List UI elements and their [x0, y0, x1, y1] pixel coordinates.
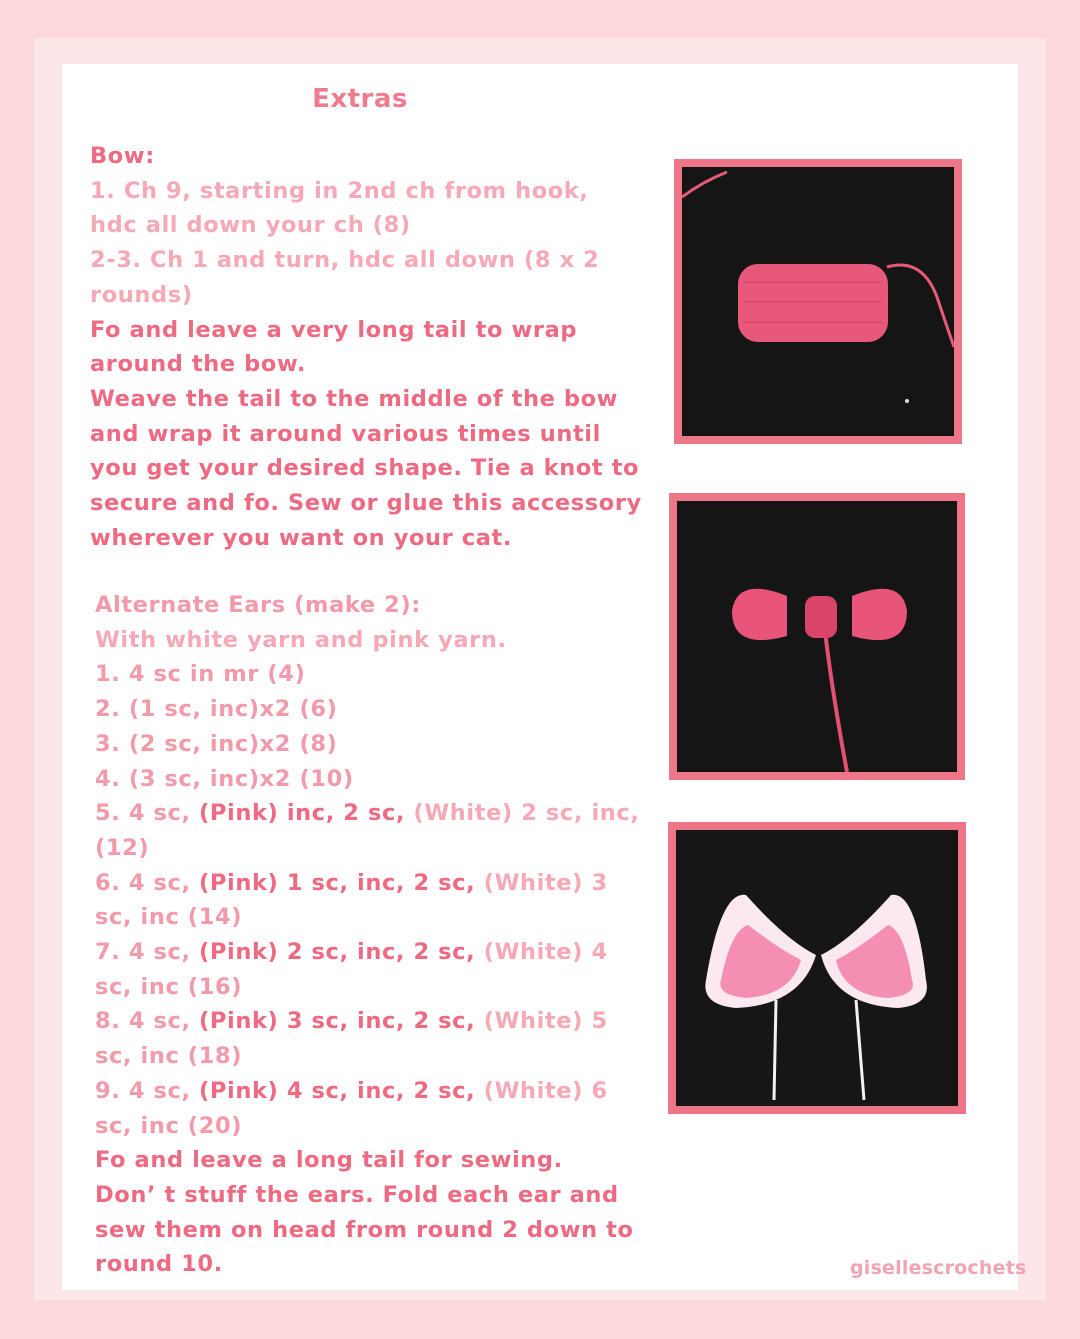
round-base: 6. 4 sc,	[95, 869, 200, 896]
ears-finish-line: Fo and leave a long tail for sewing.	[95, 1147, 563, 1174]
ears-round: 3. (2 sc, inc)x2 (8)	[95, 730, 338, 757]
bow-instructions	[90, 139, 642, 555]
ears-color-round	[95, 935, 639, 970]
ears-color-round	[95, 1074, 639, 1109]
bow-line: secure and fo. Sew or glue this accessory	[90, 490, 642, 517]
round-base: 7. 4 sc,	[95, 939, 200, 966]
bow-line: 1. Ch 9, starting in 2nd ch from hook,	[90, 177, 589, 204]
round-continuation: sc, inc (16)	[95, 973, 243, 1000]
ears-round: 2. (1 sc, inc)x2 (6)	[95, 696, 338, 723]
white-part: (White) 4	[483, 939, 608, 966]
pink-part: (Pink) 2 sc, inc, 2 sc,	[199, 939, 484, 966]
ears-round: 1. 4 sc in mr (4)	[95, 661, 306, 688]
bow-line: and wrap it around various times until	[90, 420, 601, 447]
round-base: 8. 4 sc,	[95, 1008, 200, 1035]
round-continuation: (12)	[95, 834, 150, 861]
white-part: (White) 5	[483, 1008, 608, 1035]
bow-line: rounds)	[90, 281, 193, 308]
bow-illustration	[677, 501, 957, 772]
ears-color-round	[95, 796, 639, 831]
bow-line: Weave the tail to the middle of the bow	[90, 385, 619, 412]
bow-line: hdc all down your ch (8)	[90, 212, 411, 239]
pink-part: (Pink) 1 sc, inc, 2 sc,	[199, 869, 484, 896]
ears-instructions	[95, 588, 639, 1282]
ears-illustration	[676, 830, 958, 1106]
photo-crochet-ears	[668, 822, 966, 1114]
ears-color-round	[95, 866, 639, 901]
rectangle-illustration	[682, 167, 954, 436]
ears-finish-line: round 10.	[95, 1251, 223, 1278]
bow-line: around the bow.	[90, 351, 307, 378]
ears-finish-line: sew them on head from round 2 down to	[95, 1216, 634, 1243]
round-continuation: sc, inc (20)	[95, 1112, 243, 1139]
ears-finish-line: Don’ t stuff the ears. Fold each ear and	[95, 1181, 619, 1208]
round-base: 5. 4 sc,	[95, 800, 200, 827]
pink-part: (Pink) 4 sc, inc, 2 sc,	[199, 1077, 484, 1104]
round-continuation: sc, inc (18)	[95, 1043, 243, 1070]
white-part: (White) 2 sc, inc,	[413, 800, 640, 827]
pink-part: (Pink) inc, 2 sc,	[199, 800, 414, 827]
ears-round: 4. (3 sc, inc)x2 (10)	[95, 765, 354, 792]
ears-heading: Alternate Ears (make 2):	[95, 592, 421, 618]
bow-line: 2-3. Ch 1 and turn, hdc all down (8 x 2	[90, 247, 600, 274]
page-title: Extras	[312, 84, 408, 114]
ears-color-round	[95, 1004, 639, 1039]
ears-subheading: With white yarn and pink yarn.	[95, 626, 507, 653]
bow-line: you get your desired shape. Tie a knot to	[90, 455, 640, 482]
round-continuation: sc, inc (14)	[95, 904, 243, 931]
bow-heading: Bow:	[90, 143, 155, 169]
watermark: gisellescrochets	[850, 1257, 1027, 1279]
photo-crochet-bow	[669, 493, 965, 780]
white-part: (White) 6	[483, 1077, 608, 1104]
white-part: (White) 3	[483, 869, 608, 896]
bow-line: Fo and leave a very long tail to wrap	[90, 316, 578, 343]
pink-part: (Pink) 3 sc, inc, 2 sc,	[199, 1008, 484, 1035]
round-base: 9. 4 sc,	[95, 1077, 200, 1104]
photo-crochet-rectangle	[674, 159, 962, 444]
bow-line: wherever you want on your cat.	[90, 524, 513, 551]
